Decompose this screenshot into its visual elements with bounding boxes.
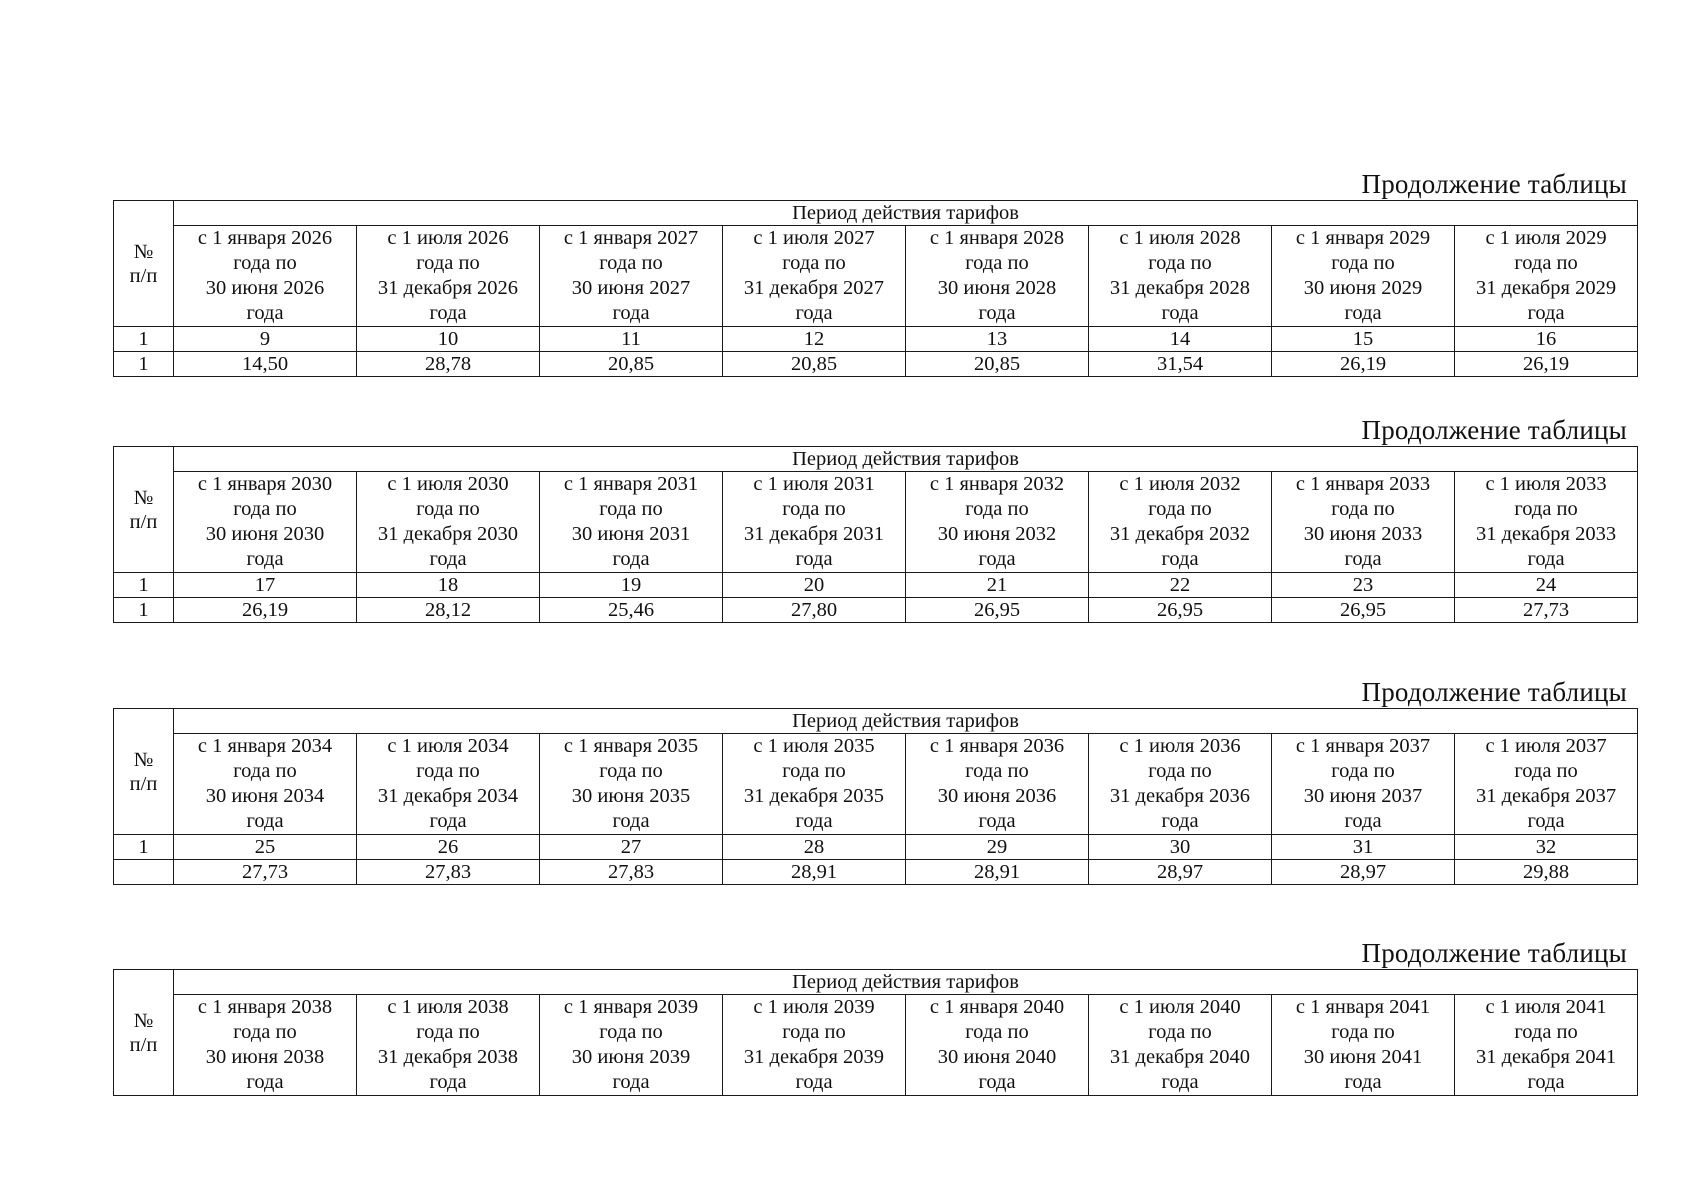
period-cell: с 1 января 2041 года по 30 июня 2041 года <box>1272 995 1455 1096</box>
column-index-row <box>114 573 1638 598</box>
column-index-row <box>114 835 1638 860</box>
index-cell: 11 <box>540 327 723 352</box>
table-caption: Продолжение таблицы <box>1361 169 1627 199</box>
index-cell: 31 <box>1272 835 1455 860</box>
period-header: Период действия тарифов <box>174 201 1638 226</box>
period-cell: с 1 июля 2028 года по 31 декабря 2028 года <box>1089 226 1272 327</box>
tariff-table <box>113 708 1638 885</box>
table-block <box>113 678 1637 885</box>
period-cell: с 1 января 2039 года по 30 июня 2039 года <box>540 995 723 1096</box>
table-block <box>113 170 1637 377</box>
row-number-header: № п/п <box>114 709 174 835</box>
period-cell: с 1 июля 2032 года по 31 декабря 2032 года <box>1089 472 1272 573</box>
index-cell: 24 <box>1455 573 1638 598</box>
table-caption: Продолжение таблицы <box>1361 415 1627 445</box>
period-cell: с 1 июля 2036 года по 31 декабря 2036 года <box>1089 734 1272 835</box>
value-cell: 26,95 <box>1272 598 1455 623</box>
table-row <box>114 352 1638 377</box>
value-cell: 26,19 <box>1455 352 1638 377</box>
index-cell: 9 <box>174 327 357 352</box>
index-cell: 1 <box>114 835 174 860</box>
index-cell: 26 <box>357 835 540 860</box>
value-cell: 28,91 <box>906 860 1089 885</box>
period-cell: с 1 января 2033 года по 30 июня 2033 года <box>1272 472 1455 573</box>
index-cell: 10 <box>357 327 540 352</box>
table-row <box>114 598 1638 623</box>
table-caption: Продолжение таблицы <box>1361 677 1627 707</box>
index-cell: 29 <box>906 835 1089 860</box>
period-cell: с 1 июля 2037 года по 31 декабря 2037 года <box>1455 734 1638 835</box>
period-cell: с 1 января 2040 года по 30 июня 2040 года <box>906 995 1089 1096</box>
value-cell: 28,97 <box>1089 860 1272 885</box>
period-cell: с 1 января 2037 года по 30 июня 2037 года <box>1272 734 1455 835</box>
period-header: Период действия тарифов <box>174 970 1638 995</box>
value-cell: 29,88 <box>1455 860 1638 885</box>
table-row <box>114 860 1638 885</box>
period-cell: с 1 января 2029 года по 30 июня 2029 года <box>1272 226 1455 327</box>
tariff-table <box>113 446 1638 623</box>
period-header: Период действия тарифов <box>174 709 1638 734</box>
index-cell: 21 <box>906 573 1089 598</box>
table-block <box>113 939 1637 1096</box>
period-cell: с 1 января 2026 года по 30 июня 2026 года <box>174 226 357 327</box>
index-cell: 16 <box>1455 327 1638 352</box>
value-cell: 28,12 <box>357 598 540 623</box>
period-cell: с 1 января 2038 года по 30 июня 2038 года <box>174 995 357 1096</box>
value-cell: 27,73 <box>174 860 357 885</box>
value-cell: 27,83 <box>357 860 540 885</box>
value-cell: 26,19 <box>174 598 357 623</box>
index-cell: 27 <box>540 835 723 860</box>
period-cell: с 1 июля 2029 года по 31 декабря 2029 года <box>1455 226 1638 327</box>
period-cell: с 1 января 2036 года по 30 июня 2036 года <box>906 734 1089 835</box>
period-cell: с 1 января 2034 года по 30 июня 2034 года <box>174 734 357 835</box>
index-cell: 30 <box>1089 835 1272 860</box>
period-cell: с 1 января 2035 года по 30 июня 2035 года <box>540 734 723 835</box>
index-cell: 1 <box>114 327 174 352</box>
value-cell: 26,19 <box>1272 352 1455 377</box>
period-cell: с 1 июля 2034 года по 31 декабря 2034 года <box>357 734 540 835</box>
index-cell: 25 <box>174 835 357 860</box>
value-cell: 27,80 <box>723 598 906 623</box>
value-cell: 1 <box>114 598 174 623</box>
index-cell: 23 <box>1272 573 1455 598</box>
period-cell: с 1 июля 2031 года по 31 декабря 2031 года <box>723 472 906 573</box>
period-cell: с 1 июля 2038 года по 31 декабря 2038 года <box>357 995 540 1096</box>
index-cell: 12 <box>723 327 906 352</box>
value-cell: 27,73 <box>1455 598 1638 623</box>
tariff-table <box>113 200 1638 377</box>
index-cell: 14 <box>1089 327 1272 352</box>
index-cell: 13 <box>906 327 1089 352</box>
index-cell: 1 <box>114 573 174 598</box>
index-cell: 19 <box>540 573 723 598</box>
tariff-table <box>113 969 1638 1096</box>
period-header: Период действия тарифов <box>174 447 1638 472</box>
index-cell: 32 <box>1455 835 1638 860</box>
index-cell: 15 <box>1272 327 1455 352</box>
period-cell: с 1 июля 2040 года по 31 декабря 2040 года <box>1089 995 1272 1096</box>
value-cell: 28,91 <box>723 860 906 885</box>
value-cell: 26,95 <box>1089 598 1272 623</box>
period-cell: с 1 января 2032 года по 30 июня 2032 года <box>906 472 1089 573</box>
period-cell: с 1 января 2030 года по 30 июня 2030 года <box>174 472 357 573</box>
period-cell: с 1 июля 2026 года по 31 декабря 2026 года <box>357 226 540 327</box>
value-cell: 20,85 <box>906 352 1089 377</box>
period-cell: с 1 июля 2027 года по 31 декабря 2027 года <box>723 226 906 327</box>
index-cell: 18 <box>357 573 540 598</box>
table-caption: Продолжение таблицы <box>1361 938 1627 968</box>
value-cell: 14,50 <box>174 352 357 377</box>
table-block <box>113 416 1637 623</box>
value-cell <box>114 860 174 885</box>
index-cell: 20 <box>723 573 906 598</box>
index-cell: 22 <box>1089 573 1272 598</box>
index-cell: 17 <box>174 573 357 598</box>
period-cell: с 1 июля 2039 года по 31 декабря 2039 года <box>723 995 906 1096</box>
period-cell: с 1 июля 2041 года по 31 декабря 2041 года <box>1455 995 1638 1096</box>
period-cell: с 1 января 2031 года по 30 июня 2031 года <box>540 472 723 573</box>
value-cell: 31,54 <box>1089 352 1272 377</box>
value-cell: 20,85 <box>723 352 906 377</box>
value-cell: 25,46 <box>540 598 723 623</box>
value-cell: 28,78 <box>357 352 540 377</box>
value-cell: 26,95 <box>906 598 1089 623</box>
value-cell: 20,85 <box>540 352 723 377</box>
period-cell: с 1 июля 2033 года по 31 декабря 2033 года <box>1455 472 1638 573</box>
period-cell: с 1 июля 2030 года по 31 декабря 2030 года <box>357 472 540 573</box>
value-cell: 28,97 <box>1272 860 1455 885</box>
column-index-row <box>114 327 1638 352</box>
row-number-header: № п/п <box>114 970 174 1096</box>
value-cell: 27,83 <box>540 860 723 885</box>
index-cell: 28 <box>723 835 906 860</box>
row-number-header: № п/п <box>114 201 174 327</box>
period-cell: с 1 января 2027 года по 30 июня 2027 года <box>540 226 723 327</box>
period-cell: с 1 июля 2035 года по 31 декабря 2035 года <box>723 734 906 835</box>
row-number-header: № п/п <box>114 447 174 573</box>
value-cell: 1 <box>114 352 174 377</box>
period-cell: с 1 января 2028 года по 30 июня 2028 года <box>906 226 1089 327</box>
